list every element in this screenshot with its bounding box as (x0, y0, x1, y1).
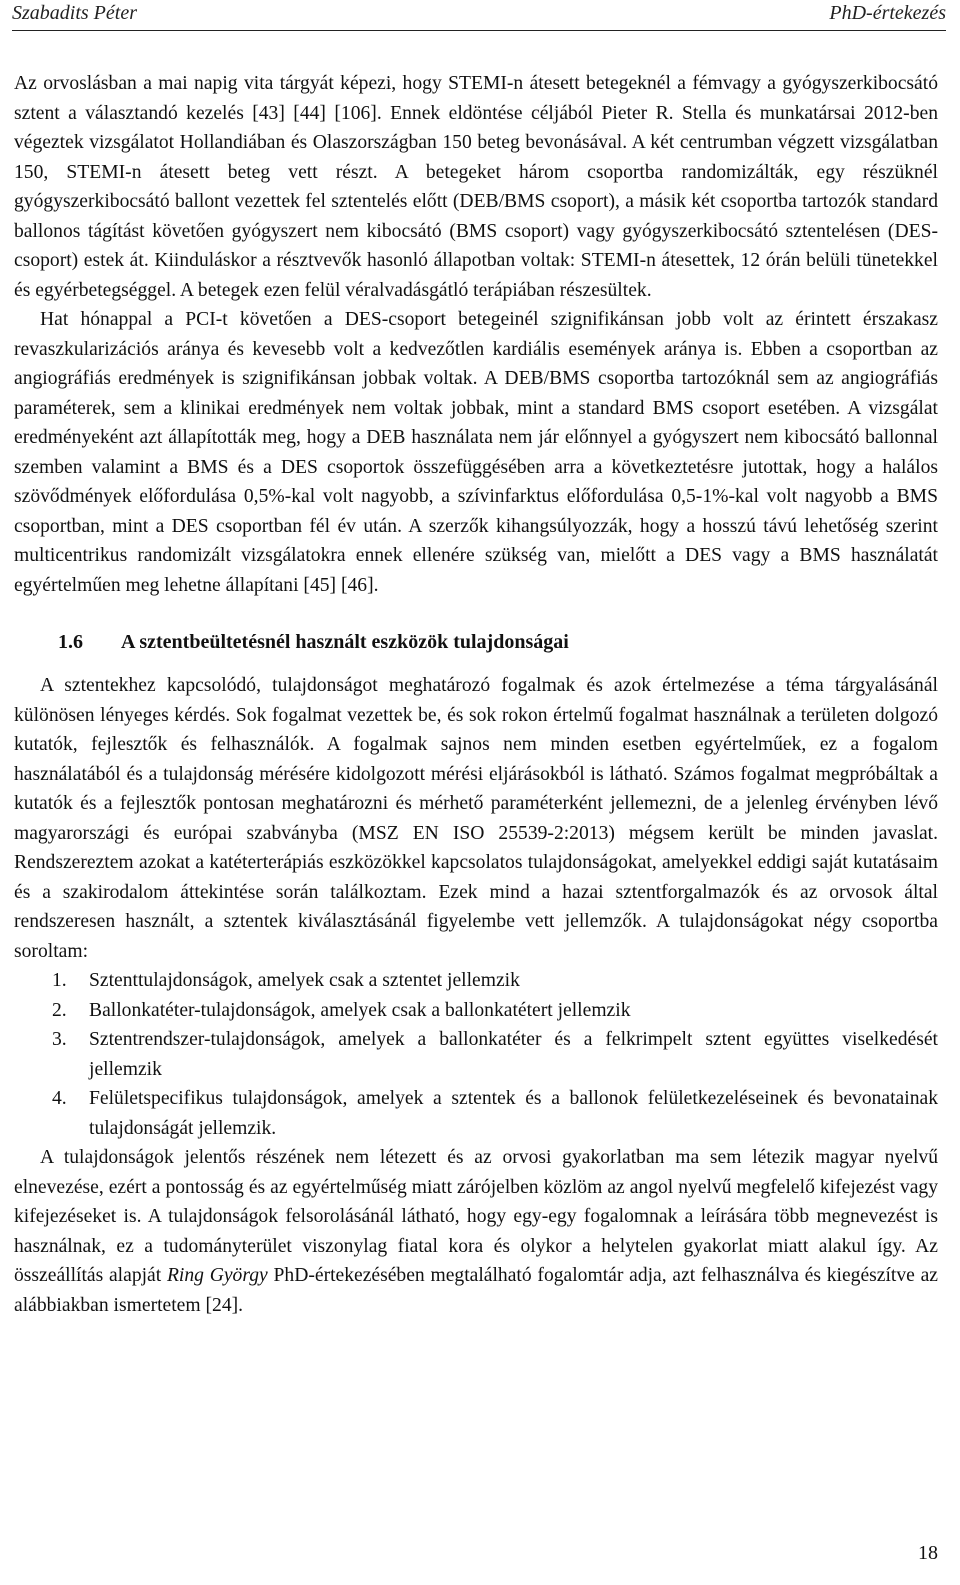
list-marker: 3. (52, 1029, 67, 1050)
paragraph-4 (14, 1143, 938, 1320)
property-group-list (14, 966, 938, 1143)
section-number: 1.6 (58, 631, 83, 653)
paragraph-3: A sztentekhez kapcsolódó, tulajdonságot meghatározó fogalmak és azok értelmezése a téma tárgyalásánál különösen lényeges kérdés. Sok fogalmat vezettek be, és sok rokon értelmű fogalmat használnak a területen dolgozó kutatók, fejlesztők és felhasználók. A fogalmak sajnos nem minden esetben egyértelműek, ez a fogalom használatából és a tulajdonság mérésére kidolgozott mérési eljárásokból is látható. Számos fogalmat megpróbáltak a kutatók és a fejlesztők pontosan meghatározni és mérhető paraméterként jellemezni, de a jelenleg érvényben lévő magyarországi és európai szabványba (MSZ EN ISO 25539-2:2013) mégsem került be minden javaslat. Rendszereztem azokat a katéterterápiás eszközökkel kapcsolatos tulajdonságokat, amelyekkel eddigi saját kutatásaim és a szakirodalom áttekintése során találkoztam. Ezek mind a hazai sztentforgalmazók és az orvosok által rendszeresen használt, a sztentek kiválasztásánál figyelembe vett jellemzők. A tulajdonságokat négy csoportba soroltam: (14, 675, 938, 962)
list-item (14, 966, 938, 996)
list-marker: 2. (52, 999, 67, 1021)
list-item-text: Ballonkatéter-tulajdonságok, amelyek csak a ballonkatétert jellemzik (89, 999, 631, 1021)
section-title: A sztentbeültetésnél használt eszközök tulajdonságai (121, 631, 569, 653)
header-doc-type: PhD-értekezés (829, 2, 946, 24)
list-item (14, 996, 938, 1026)
list-item (14, 1084, 938, 1143)
cited-author: Ring György (166, 1265, 268, 1286)
list-marker: 4. (52, 1088, 67, 1109)
list-item-text: Felületspecifikus tulajdonságok, amelyek a sztentek és a ballonok felületkezeléseinek és bevonatainak tulajdonságát jellemzik. (89, 1088, 938, 1139)
section-heading (14, 628, 938, 657)
paragraph-2: Hat hónappal a PCI-t követően a DES-csoport betegeinél szignifikánsan jobb volt az érintett érszakasz revaszkularizációs aránya és kevesebb volt a kedvezőtlen kardiális események aránya is. Ebben a csoportban az angiográfiás eredmények is szignifikánsan jobbak voltak. A DEB/BMS csoportba tartozóknál sem az angiográfiás paraméterek, sem a klinikai eredmények nem voltak jobbak, mint a standard BMS csoport esetében. A vizsgálat eredményeként azt állapították meg, hogy a DEB használata nem jár előnnyel a gyógyszert nem kibocsátó ballonnal szemben valamint a BMS és a DES csoportok összefüggésében arra a következtetésre jutottak, hogy a halálos szövődmények előfordulása 0,5%-kal volt nagyobb, a szívinfarktus előfordulása 0,5-1%-kal volt nagyobb a BMS csoportban, mint a DES csoportban fél év után. A szerzők kihangsúlyozzák, hogy a hosszú távú lehetőség szerint multicentrikus randomizált vizsgálatokra ennek ellenére szükség van, mielőtt a DES vagy a BMS használatát egyértelműen meg lehetne állapítani [45] [46]. (14, 309, 938, 596)
list-marker: 1. (52, 970, 67, 991)
paragraph-1: Az orvoslásban a mai napig vita tárgyát képezi, hogy STEMI-n átesett betegeknél a fémvagy a gyógyszerkibocsátó sztent a választandó kezelés [43] [44] [106]. Ennek eldöntése céljából Pieter R. Stella és munkatársai 2012-ben végeztek vizsgálatot Hollandiában és Olaszországban 150 beteg bevonásával. A két centrumban végzett vizsgálatban 150, STEMI-n átesett beteg vett részt. A betegeket három csoportba randomizálták, egy részüknél gyógyszerkibocsátó ballont vezettek fel sztentelés előtt (DEB/BMS csoport), a másik két csoportba tartozók standard ballonos tágítást követően gyógyszert nem kibocsátó (BMS csoport) vagy gyógyszerkibocsátó sztentelésen (DES-csoport) estek át. Kiinduláskor a résztvevők hasonló állapotban voltak: STEMI-n átesettek, 12 órán belüli tünetekkel és egyérbetegséggel. A betegek ezen felül véralvadásgátló terápiában részesültek. (14, 73, 938, 301)
list-item-text: Sztenttulajdonságok, amelyek csak a sztentet jellemzik (89, 970, 520, 991)
page-number: 18 (918, 1542, 938, 1564)
page-header (12, 0, 946, 31)
header-author: Szabadits Péter (12, 2, 137, 24)
list-item-text: Sztentrendszer-tulajdonságok, amelyek a ballonkatéter és a felkrimpelt sztent együttes viselkedését jellemzik (89, 1029, 938, 1080)
paragraph-4-part-2: PhD-értekezésében megtalálható fogalomtár adja, azt felhasználva és kiegészítve az alábbiakban ismertetem [24]. (14, 1265, 938, 1316)
paragraph-4-part-1: A tulajdonságok jelentős részének nem létezett és az orvosi gyakorlatban ma sem létezik magyar nyelvű elnevezése, ezért a pontosság és az egyértelműség miatt zárójelben közlöm az angol nyelvű megfelelő kifejezést vagy kifejezéseket is. A tulajdonságok felsorolásánál látható, hogy egy-egy fogalomnak a leírására több megnevezést is használnak, ez a tudományterület viszonylag fiatal kora és olykor a helytelen gyakorlat miatt alakul így. Az összeállítás alapját (14, 1147, 938, 1286)
list-item (14, 1025, 938, 1084)
document-body (14, 69, 938, 1320)
